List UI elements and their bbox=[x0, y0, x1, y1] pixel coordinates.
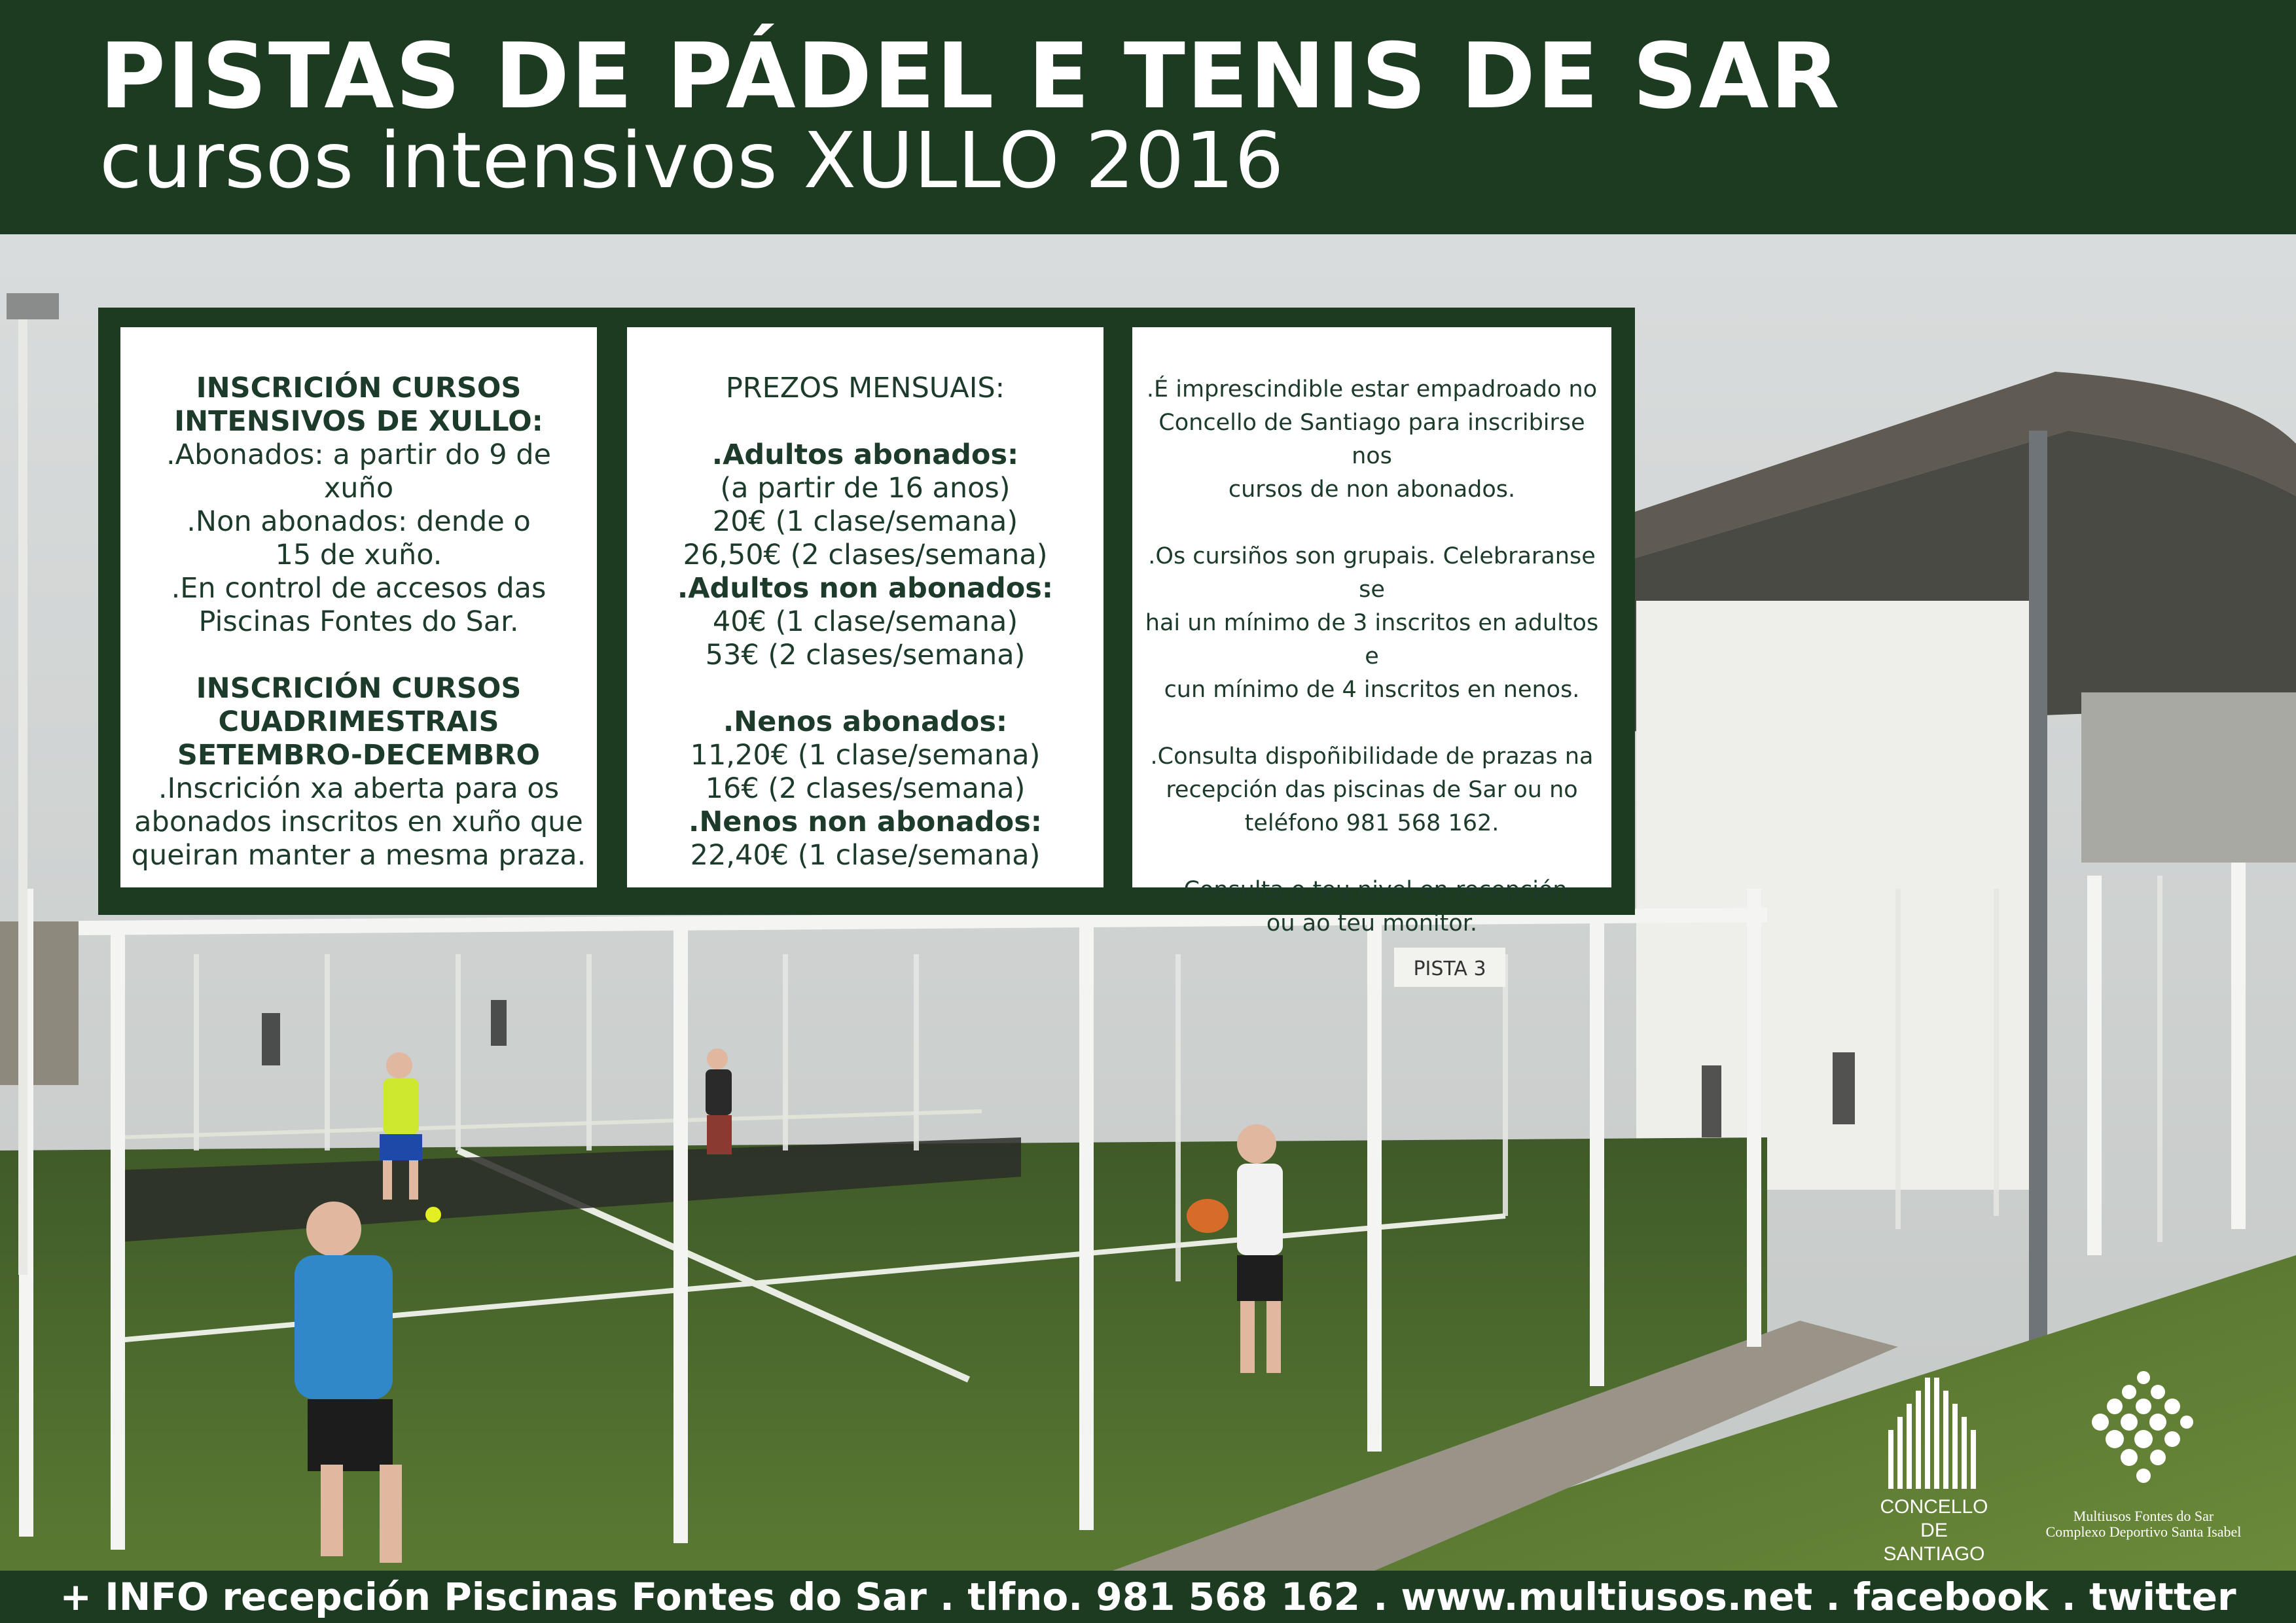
adultos-abonados-label: .Adultos abonados: bbox=[711, 438, 1019, 471]
text-line: abonados inscritos en xuño que bbox=[134, 806, 583, 838]
price-line: 53€ (2 clases/semana) bbox=[705, 639, 1026, 671]
registration-box bbox=[120, 327, 597, 887]
note-line: recepción das piscinas de Sar ou no bbox=[1166, 777, 1578, 803]
multiusos-line1: Multiusos Fontes do Sar bbox=[2073, 1508, 2214, 1524]
text-line: .Abonados: a partir do 9 de xuño bbox=[166, 438, 551, 505]
page-title: PISTAS DE PÁDEL E TENIS DE SAR bbox=[99, 24, 1841, 129]
note-line: .É imprescindible estar empadroado no bbox=[1146, 376, 1598, 402]
text-line: .Inscrición xa aberta para os bbox=[158, 772, 560, 805]
multiusos-logo bbox=[2013, 1364, 2274, 1548]
note-line: cursos de non abonados. bbox=[1228, 476, 1516, 503]
price-line: 11,20€ (1 clase/semana) bbox=[690, 739, 1041, 772]
multiusos-line2: Complexo Deportivo Santa Isabel bbox=[2045, 1524, 2242, 1540]
price-line: (a partir de 16 anos) bbox=[720, 472, 1011, 505]
heading-xullo-line1: INSCRICIÓN CURSOS bbox=[196, 372, 522, 404]
footer-info: + INFO recepción Piscinas Fontes do Sar . tlfno. 981 568 162 . www.multiusos.net . facebook . twitter bbox=[0, 1571, 2296, 1623]
note-line: Concello de Santiago para inscribirse nos bbox=[1158, 410, 1585, 469]
note-line: hai un mínimo de 3 inscritos en adultos e bbox=[1145, 610, 1599, 669]
info-panel bbox=[98, 308, 1635, 936]
adultos-non-label: .Adultos non abonados: bbox=[677, 572, 1054, 605]
price-line: 40€ (1 clase/semana) bbox=[712, 605, 1018, 638]
page-subtitle: cursos intensivos XULLO 2016 bbox=[99, 115, 1285, 205]
nenos-non-label: .Nenos non abonados: bbox=[688, 806, 1043, 838]
note-line: .Consulta o teu nivel en recepción bbox=[1176, 877, 1568, 903]
header-banner bbox=[0, 0, 2296, 234]
prices-heading: PREZOS MENSUAIS: bbox=[725, 372, 1005, 404]
note-line: teléfono 981 568 162. bbox=[1244, 810, 1499, 836]
text-line: .En control de accesos das bbox=[171, 572, 547, 605]
text-line: Piscinas Fontes do Sar. bbox=[198, 605, 519, 638]
text-line: 15 de xuño. bbox=[275, 539, 442, 571]
court-sign-text: PISTA 3 bbox=[1413, 957, 1486, 980]
concello-santiago-logo bbox=[1869, 1371, 2000, 1565]
notes-box bbox=[1132, 327, 1611, 936]
price-line: 20€ (1 clase/semana) bbox=[712, 505, 1018, 538]
cathedral-icon bbox=[1869, 1371, 2000, 1489]
price-line: 16€ (2 clases/semana) bbox=[705, 772, 1026, 805]
concello-line1: CONCELLO DE bbox=[1880, 1496, 1988, 1541]
price-line: 26,50€ (2 clases/semana) bbox=[683, 539, 1048, 571]
concello-line2: SANTIAGO bbox=[1883, 1543, 1985, 1565]
heading-xullo-line2: INTENSIVOS DE XULLO: bbox=[174, 405, 543, 438]
text-line: queiran manter a mesma praza. bbox=[131, 839, 586, 872]
prices-box bbox=[627, 327, 1103, 887]
price-line: 22,40€ (1 clase/semana) bbox=[690, 839, 1041, 872]
note-line: .Os cursiños son grupais. Celebraranse se bbox=[1148, 543, 1596, 603]
heading-cuadrimestrais-line1: INSCRICIÓN CURSOS bbox=[196, 672, 522, 705]
text-line: .Non abonados: dende o bbox=[187, 505, 531, 538]
nenos-abonados-label: .Nenos abonados: bbox=[723, 705, 1008, 738]
heading-cuadrimestrais-line3: SETEMBRO-DECEMBRO bbox=[177, 739, 541, 772]
dots-diamond-icon bbox=[2013, 1364, 2274, 1502]
note-line: .Consulta dispoñibilidade de prazas na bbox=[1150, 743, 1594, 770]
heading-cuadrimestrais-line2: CUADRIMESTRAIS bbox=[218, 705, 499, 738]
note-line: cun mínimo de 4 inscritos en nenos. bbox=[1164, 677, 1580, 703]
note-line: ou ao teu monitor. bbox=[1266, 910, 1478, 936]
